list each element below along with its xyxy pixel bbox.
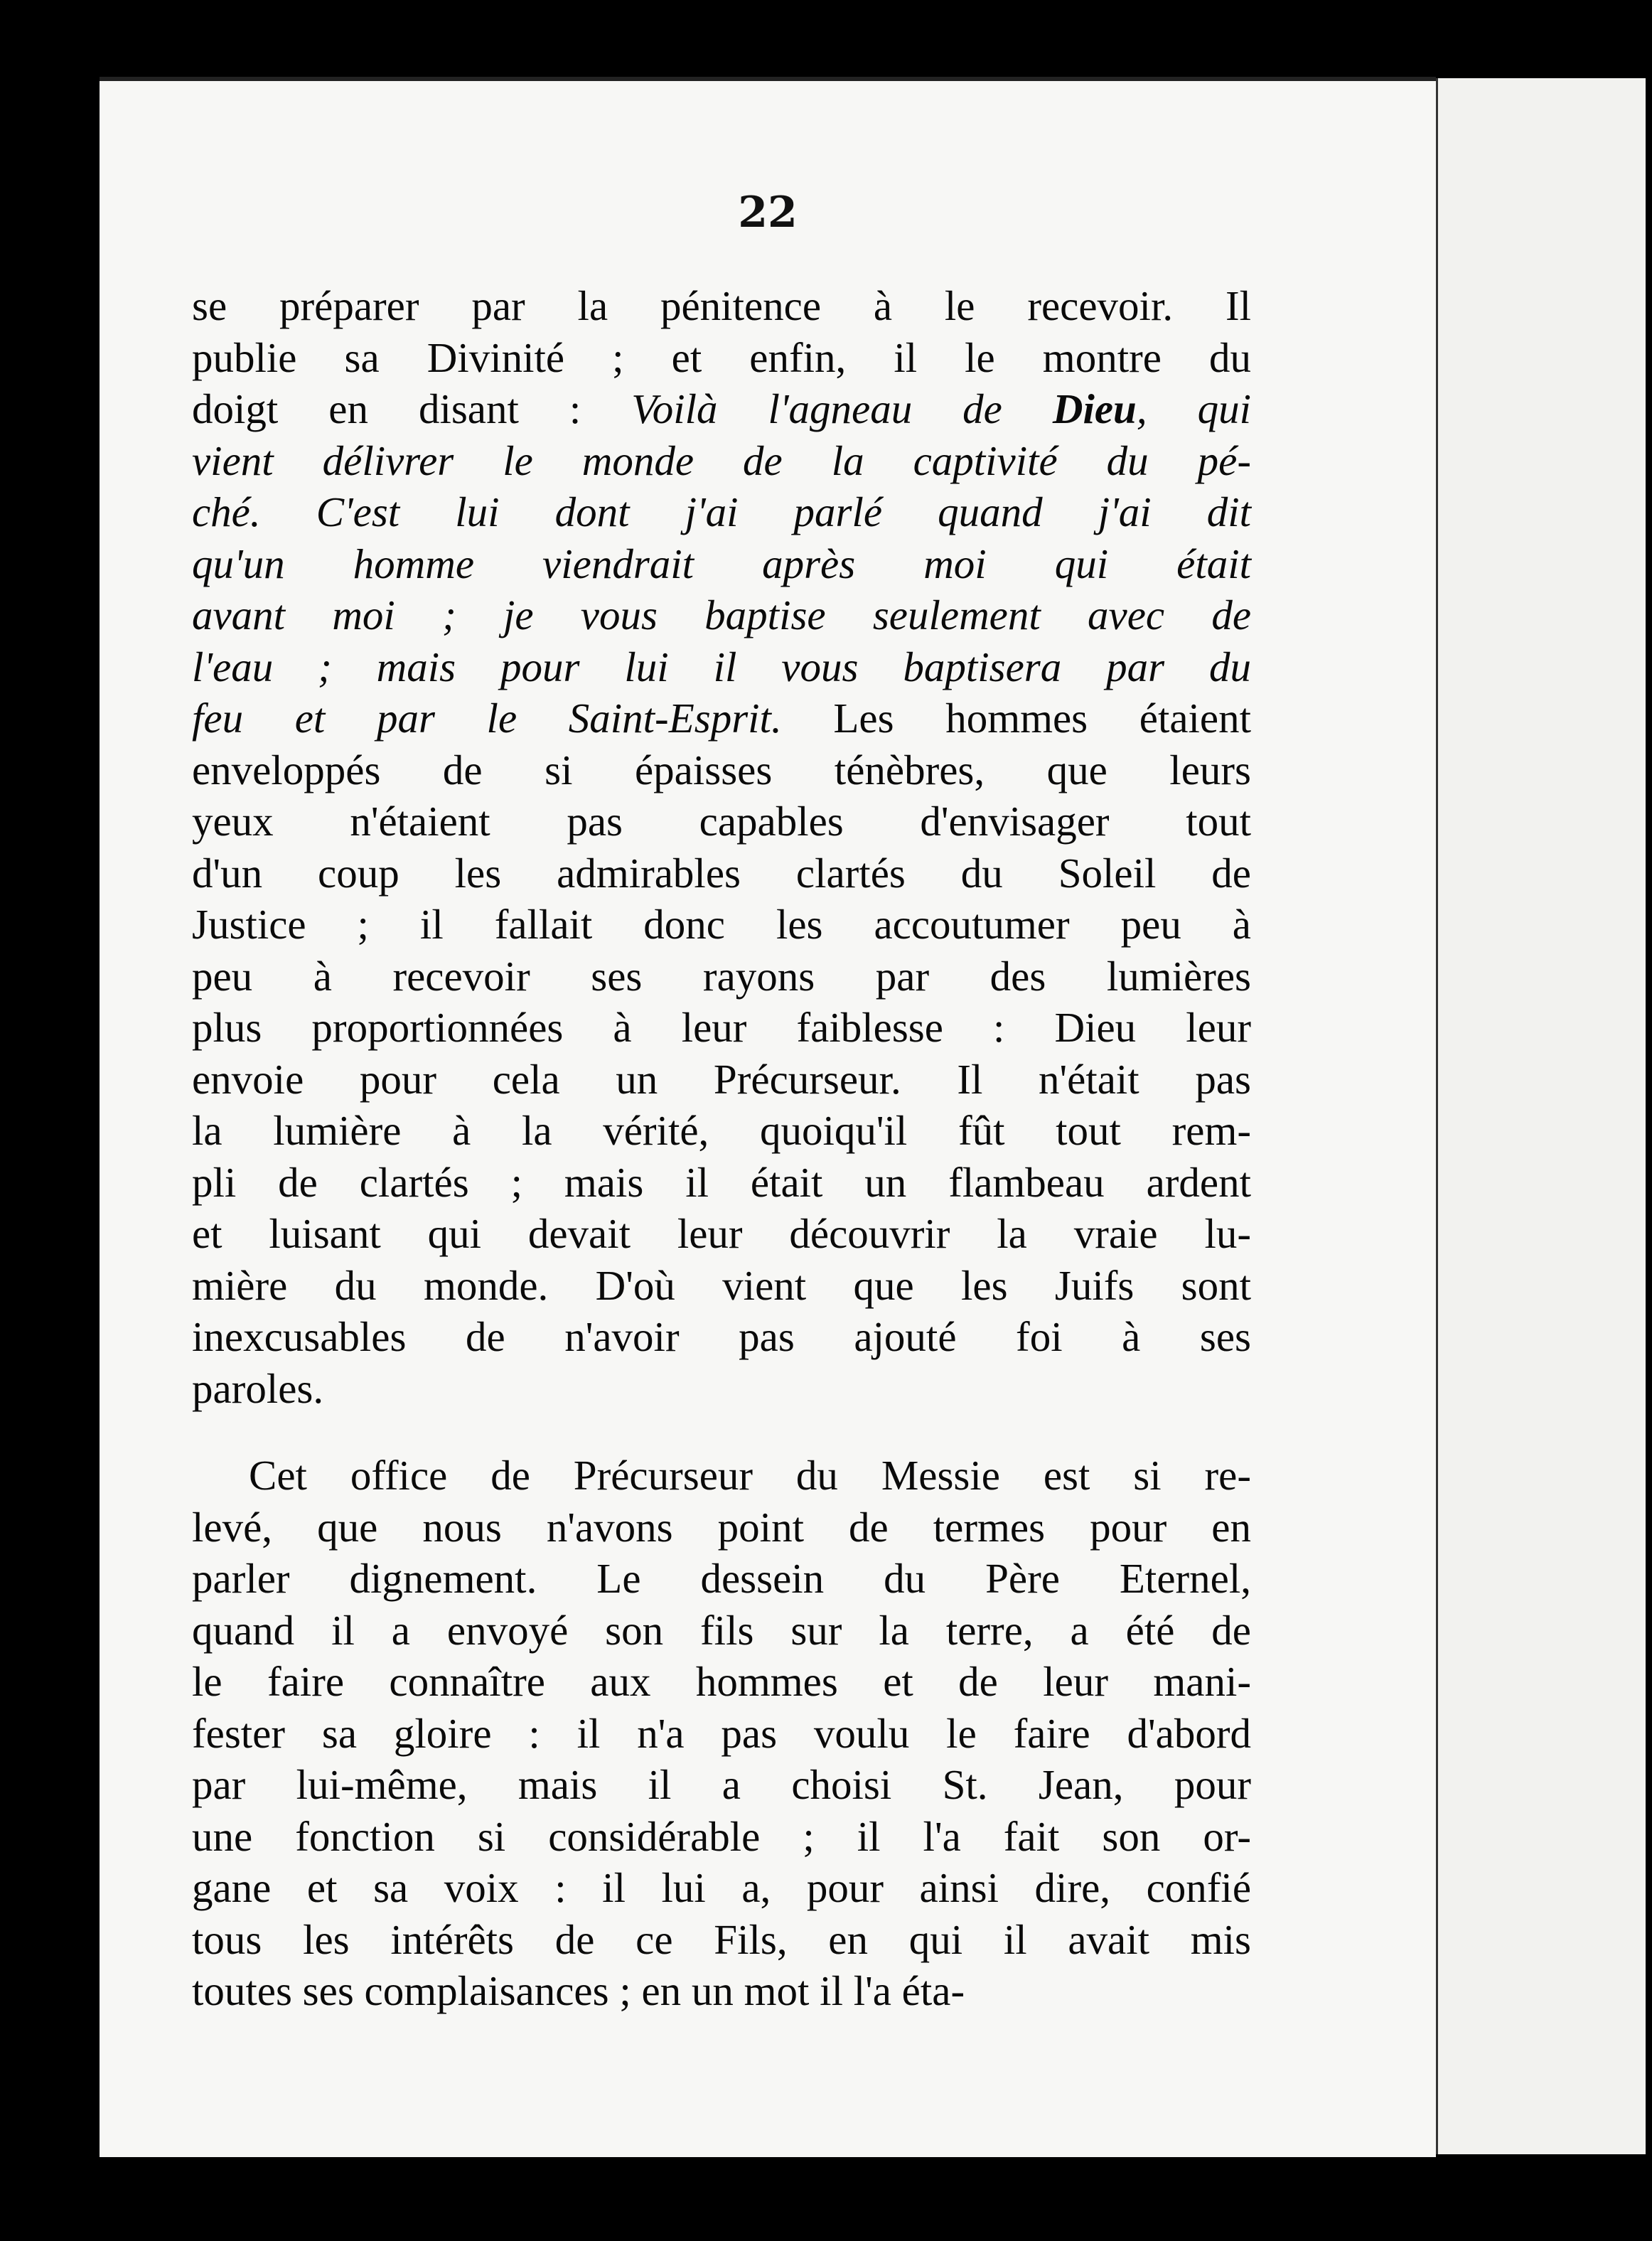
line-text: levé, que nous n'avons point de termes pour en [192,1503,1251,1551]
line-text: envoie pour cela un Précurseur. Il n'était pas [192,1055,1251,1103]
line-text: la lumière à la vérité, quoiqu'il fût tout rem- [192,1107,1251,1154]
line-text: yeux n'étaient pas capables d'envisager tout [192,798,1251,845]
text-line [192,1811,1251,1863]
line-text: Justice ; il fallait donc les accoutumer peu à [192,901,1251,948]
line-text: tous les intérêts de ce Fils, en qui il avait mis [192,1915,1251,1963]
italic-text: l'eau ; mais pour lui il vous baptisera par du [192,643,1251,690]
text-line [192,1002,1251,1054]
text-line [192,435,1251,487]
page-body-text [192,280,1251,2017]
text-line [192,1605,1251,1657]
text-line [192,280,1251,332]
text-line [192,1759,1251,1811]
page-number: 22 [738,188,798,237]
bold-italic-text: Dieu [1052,385,1137,432]
line-text: d'un coup les admirables clartés du Soleil de [192,849,1251,897]
line-text: par lui-même, mais il a choisi St. Jean, pour [192,1761,1251,1808]
text-line [192,1656,1251,1708]
text-line [192,692,1251,744]
text-line [192,1965,1251,2017]
line-text: gane et sa voix : il lui a, pour ainsi dire, confié [192,1864,1251,1911]
text-line [192,796,1251,847]
line-text: mière du monde. D'où vient que les Juifs sont [192,1261,1251,1309]
line-text: pli de clartés ; mais il était un flambeau ardent [192,1158,1251,1206]
line-text: fester sa gloire : il n'a pas voulu le faire d'abord [192,1709,1251,1757]
text-line [192,899,1251,951]
line-text: doigt en disant : [192,385,632,432]
text-line [192,1105,1251,1157]
line-text: toutes ses complaisances ; en un mot il l'a éta- [192,1967,965,2014]
emphasis [1053,385,1137,432]
paragraph [192,1450,1251,2017]
text-line [192,1054,1251,1106]
line-text: plus proportionnées à leur faiblesse : Dieu leur [192,1004,1251,1051]
text-line [192,486,1251,538]
line-text: et luisant qui devait leur découvrir la vraie lu- [192,1210,1251,1257]
text-line [192,1260,1251,1312]
text-line [192,847,1251,899]
italic-text: ché. C'est lui dont j'ai parlé quand j'ai dit [192,488,1251,535]
line-text: une fonction si considérable ; il l'a fait son or- [192,1812,1251,1860]
italic-text: , qui [1136,385,1251,432]
text-line [192,1450,1251,1502]
text-line [192,1708,1251,1760]
text-line [192,1311,1251,1363]
italic-text: qu'un homme viendrait après moi qui était [192,540,1251,587]
italic-text: vient délivrer le monde de la captivité du pé- [192,437,1251,484]
line-text: publie sa Divinité ; et enfin, il le montre du [192,333,1251,381]
line-text: se préparer par la pénitence à le recevoir. Il [192,282,1251,329]
line-text: paroles. [192,1364,324,1412]
text-line [192,332,1251,384]
text-line [192,383,1251,435]
text-line [192,1553,1251,1605]
text-line [192,1363,1251,1415]
text-line [192,1502,1251,1553]
line-text: inexcusables de n'avoir pas ajouté foi à ses [192,1313,1251,1360]
line-text: parler dignement. Le dessein du Père Eternel, [192,1555,1251,1602]
line-text: quand il a envoyé son fils sur la terre, a été de [192,1606,1251,1654]
text-line [192,1208,1251,1260]
text-line [192,1914,1251,1966]
line-text: enveloppés de si épaisses ténèbres, que leurs [192,746,1251,793]
line-text: peu à recevoir ses rayons par des lumières [192,952,1251,1000]
book-page [100,77,1436,2157]
text-line [192,589,1251,641]
text-line [192,641,1251,693]
line-text: le faire connaître aux hommes et de leur mani- [192,1658,1251,1705]
line-text: Cet office de Précurseur du Messie est si re- [249,1452,1251,1499]
text-line [192,538,1251,590]
paragraph [192,280,1251,1414]
text-line [192,744,1251,796]
italic-text: avant moi ; je vous baptise seulement avec de [192,592,1251,638]
text-line [192,951,1251,1002]
paragraph-gap [192,1414,1251,1450]
italic-text: Voilà l'agneau de [631,385,1053,432]
italic-text: feu et par le Saint-Esprit. [192,695,782,742]
text-line [192,1157,1251,1209]
adjacent-page-edge [1436,78,1646,2154]
line-text: Les hommes étaient [781,695,1252,742]
text-line [192,1862,1251,1914]
